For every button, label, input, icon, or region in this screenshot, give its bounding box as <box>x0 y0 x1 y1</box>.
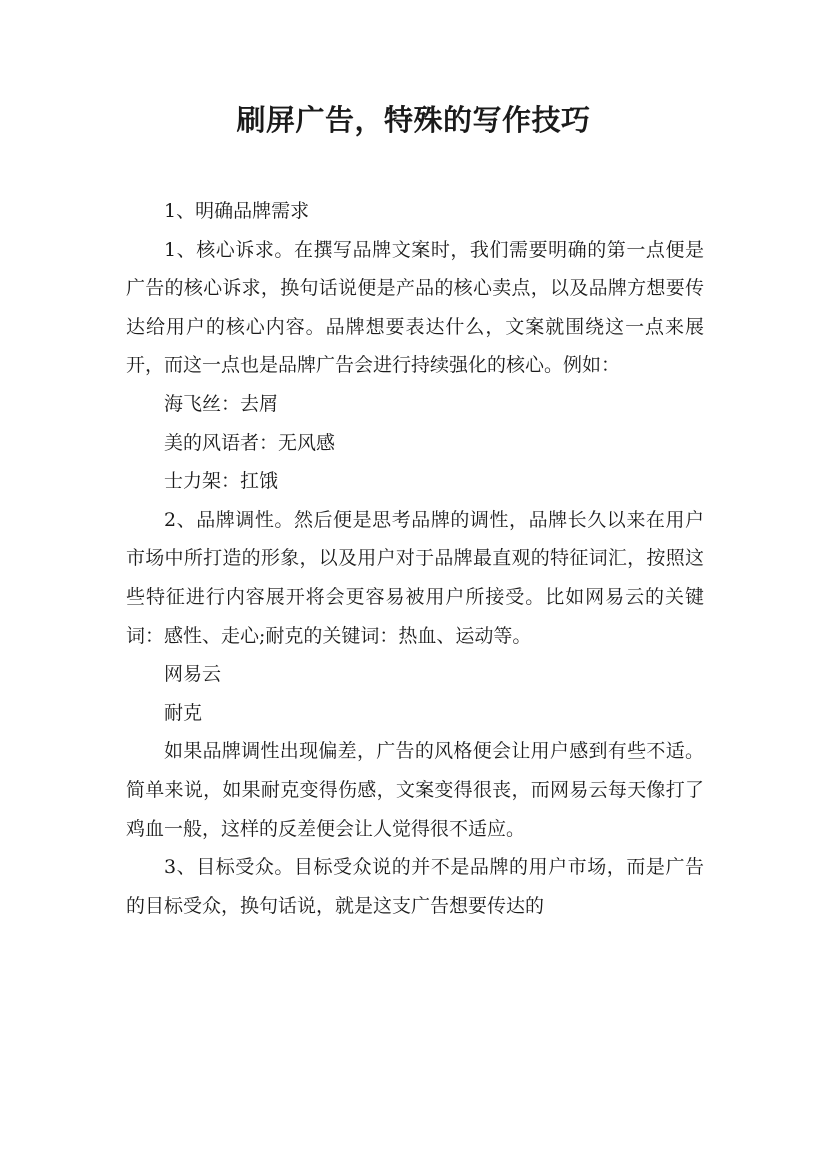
document-title: 刷屏广告，特殊的写作技巧 <box>236 103 591 137</box>
example-snickers: 士力架：扛饿 <box>164 470 279 493</box>
section-heading-paragraph: 1、明确品牌需求 <box>164 200 310 222</box>
example-netease-cloud: 网易云 <box>164 663 222 686</box>
example-midea: 美的风语者：无风感 <box>164 431 336 454</box>
document-body <box>126 192 704 925</box>
brand-tone-paragraph: 2、品牌调性。然后便是思考品牌的调性，品牌长久以来在用户市场中所打造的形象，以及用户对于品牌最直观的特征词汇，按照这些特征进行内容展开将会更容易被用户所接受。比如网易云的关键词：感性、走心;耐克的关键词：热血、运动等。 <box>126 508 704 647</box>
example-nike: 耐克 <box>164 701 203 724</box>
core-appeal-paragraph: 1、核心诉求。在撰写品牌文案时，我们需要明确的第一点便是广告的核心诉求，换句话说便是产品的核心卖点，以及品牌方想要传达给用户的核心内容。品牌想要表达什么，文案就围绕这一点来展开，而这一点也是品牌广告会进行持续强化的核心。例如： <box>126 238 704 377</box>
deviation-paragraph: 如果品牌调性出现偏差，广告的风格便会让用户感到有些不适。简单来说，如果耐克变得伤感，文案变得很丧，而网易云每天像打了鸡血一般，这样的反差便会让人觉得很不适应。 <box>126 740 704 840</box>
target-audience-paragraph: 3、目标受众。目标受众说的并不是品牌的用户市场，而是广告的目标受众，换句话说，就是这支广告想要传达的 <box>126 856 704 917</box>
example-head-and-shoulders: 海飞丝：去屑 <box>164 392 279 415</box>
